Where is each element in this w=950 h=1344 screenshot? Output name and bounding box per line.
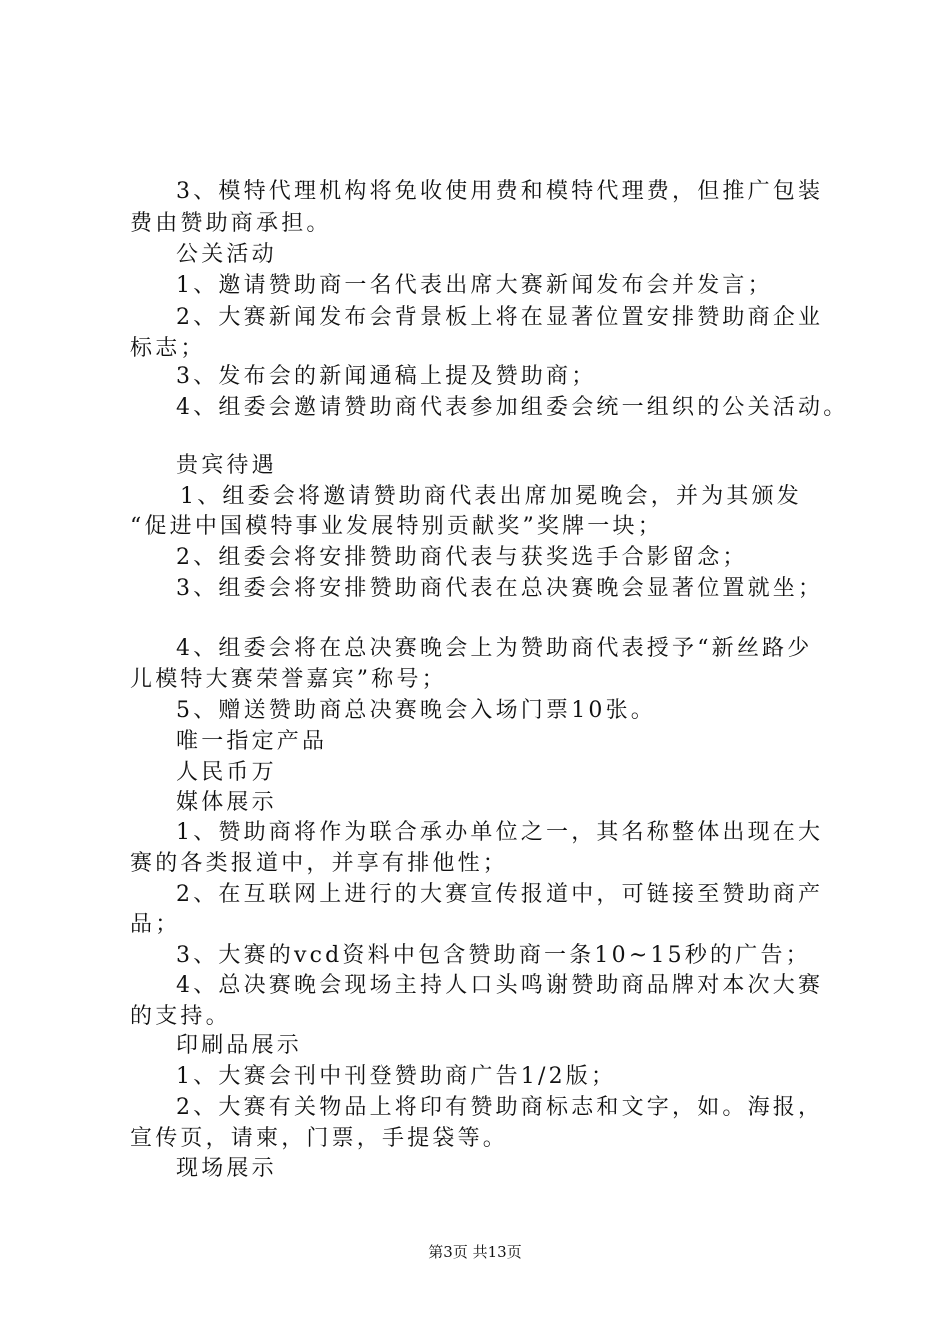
clause-media-4: 4、总决赛晚会现场主持人口头鸣谢赞助商品牌对本次大赛	[176, 973, 824, 998]
clause-pr-2: 2、大赛新闻发布会背景板上将在显著位置安排赞助商企业	[176, 305, 824, 330]
clause-vip-4: 4、组委会将在总决赛晚会上为赞助商代表授予“新丝路少	[176, 636, 813, 661]
clause-vip-4-cont: 儿模特大赛荣誉嘉宾”称号；	[130, 667, 447, 692]
price-line: 人民币万	[176, 760, 277, 785]
clause-media-4-cont: 的支持。	[130, 1004, 231, 1029]
clause-vip-3: 3、组委会将安排赞助商代表在总决赛晚会显著位置就坐；	[176, 576, 824, 601]
section-heading-exclusive-product: 唯一指定产品	[176, 729, 328, 754]
clause-media-3: 3、大赛的vcd资料中包含赞助商一条10~15秒的广告；	[176, 943, 811, 968]
clause-print-2-cont: 宣传页，请柬，门票，手提袋等。	[130, 1126, 509, 1151]
section-heading-public-relations: 公关活动	[176, 242, 277, 267]
section-heading-vip-treatment: 贵宾待遇	[176, 453, 277, 478]
page-number-footer: 第3页 共13页	[428, 1243, 522, 1261]
clause-pr-1: 1、邀请赞助商一名代表出席大赛新闻发布会并发言；	[176, 273, 773, 298]
clause-print-2: 2、大赛有关物品上将印有赞助商标志和文字，如。海报，	[176, 1095, 824, 1120]
clause-vip-1-cont: “促进中国模特事业发展特别贡献奖”奖牌一块；	[130, 514, 663, 539]
clause-vip-5: 5、赠送赞助商总决赛晚会入场门票10张。	[176, 698, 656, 723]
clause-vip-1: 1、组委会将邀请赞助商代表出席加冕晚会，并为其颁发	[180, 484, 802, 509]
section-heading-onsite-display: 现场展示	[176, 1156, 277, 1181]
clause-pr-2-cont: 标志；	[130, 336, 206, 361]
clause-print-1: 1、大赛会刊中刊登赞助商广告1/2版；	[176, 1064, 617, 1089]
clause-media-2-cont: 品；	[130, 912, 181, 937]
clause-model-agency-fee-cont: 费由赞助商承担。	[130, 211, 332, 236]
clause-pr-4: 4、组委会邀请赞助商代表参加组委会统一组织的公关活动。	[176, 395, 849, 420]
clause-vip-2: 2、组委会将安排赞助商代表与获奖选手合影留念；	[176, 545, 748, 570]
clause-model-agency-fee: 3、模特代理机构将免收使用费和模特代理费，但推广包装	[176, 179, 824, 204]
clause-media-1: 1、赞助商将作为联合承办单位之一，其名称整体出现在大	[176, 820, 824, 845]
section-heading-media-display: 媒体展示	[176, 790, 277, 815]
clause-pr-3: 3、发布会的新闻通稿上提及赞助商；	[176, 364, 597, 389]
clause-media-1-cont: 赛的各类报道中，并享有排他性；	[130, 851, 509, 876]
clause-media-2: 2、在互联网上进行的大赛宣传报道中，可链接至赞助商产	[176, 882, 824, 907]
section-heading-print-display: 印刷品展示	[176, 1033, 303, 1058]
